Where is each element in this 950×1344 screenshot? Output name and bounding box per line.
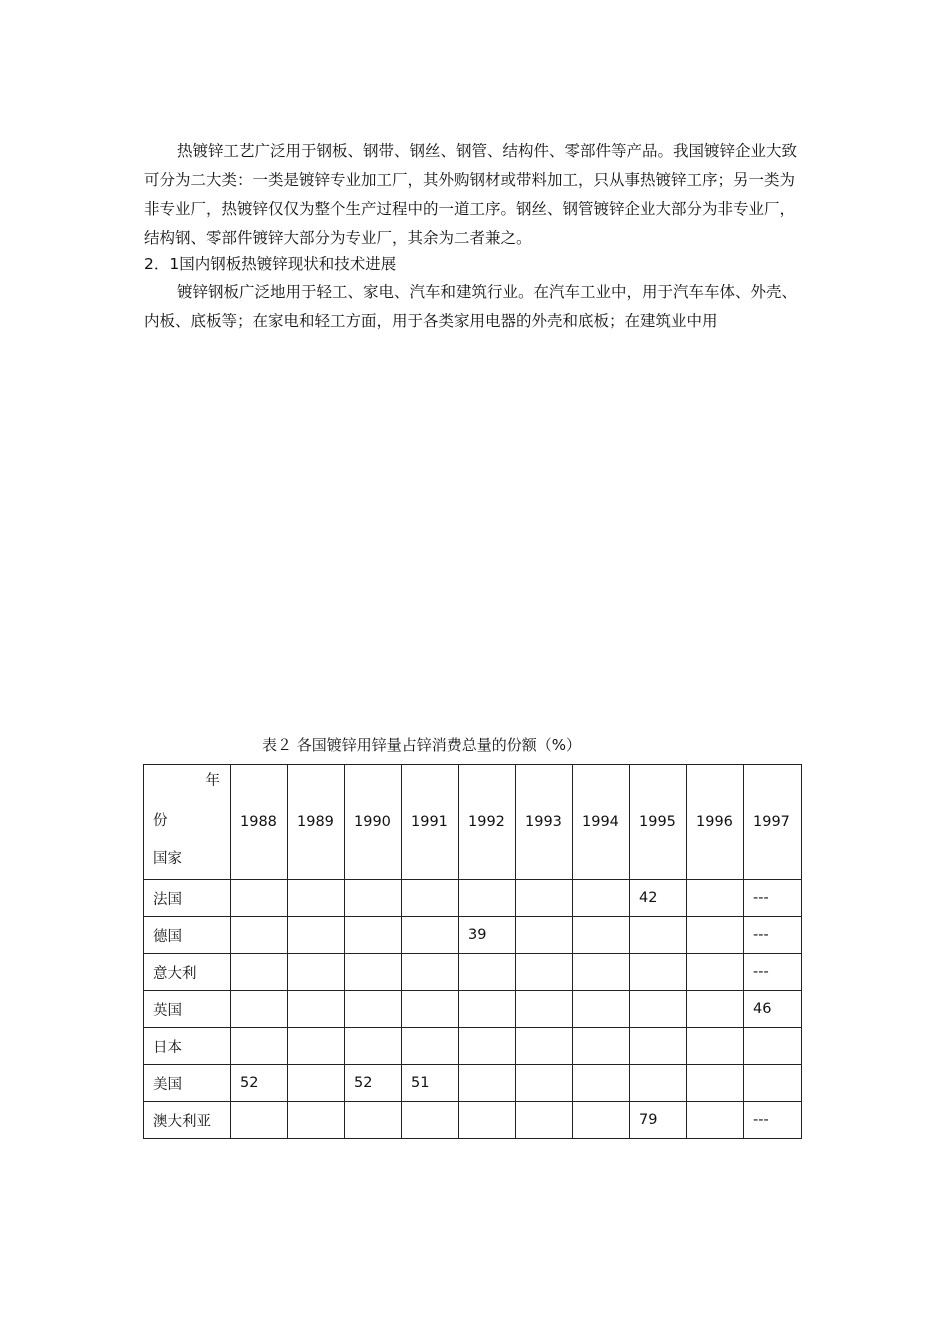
value-cell <box>630 1065 687 1102</box>
value-cell <box>288 954 345 991</box>
value-cell <box>573 1028 630 1065</box>
value-cell <box>573 917 630 954</box>
value-cell <box>345 1102 402 1139</box>
value-cell: 51 <box>402 1065 459 1102</box>
table-row-france <box>144 880 802 917</box>
value-cell <box>516 1102 573 1139</box>
value-cell <box>630 1028 687 1065</box>
value-cell <box>345 880 402 917</box>
value-cell <box>516 954 573 991</box>
value-cell <box>687 954 744 991</box>
value-cell <box>288 880 345 917</box>
year-header-1990: 1990 <box>345 765 402 880</box>
value-cell <box>516 880 573 917</box>
value-cell <box>402 1102 459 1139</box>
zinc-share-table <box>143 764 802 1139</box>
country-cell: 英国 <box>144 991 231 1028</box>
value-cell: 52 <box>231 1065 288 1102</box>
value-cell <box>630 917 687 954</box>
value-cell <box>516 1028 573 1065</box>
paragraph-steel-sheet-usage: 镀锌钢板广泛地用于轻工、家电、汽车和建筑行业。在汽车工业中，用于汽车车体、外壳、内板、底板等；在家电和轻工方面，用于各类家用电器的外壳和底板；在建筑业中用 <box>144 283 798 330</box>
value-cell <box>345 954 402 991</box>
paragraph-galvanizing-overview: 热镀锌工艺广泛用于钢板、钢带、钢丝、钢管、结构件、零部件等产品。我国镀锌企业大致可分为二大类：一类是镀锌专业加工厂，其外购钢材或带料加工，只从事热镀锌工序；另一类为非专业厂，热镀锌仅仅为整个生产过程中的一道工序。钢丝、钢管镀锌企业大部分为非专业厂，结构钢、零部件镀锌大部分为专业厂，其余为二者兼之。 <box>144 142 798 247</box>
value-cell <box>516 991 573 1028</box>
value-cell <box>288 1065 345 1102</box>
value-cell <box>459 1028 516 1065</box>
value-cell <box>687 1065 744 1102</box>
section-heading: 2．1国内钢板热镀锌现状和技术进展 <box>144 255 397 273</box>
value-cell <box>687 1028 744 1065</box>
value-cell <box>231 991 288 1028</box>
country-cell: 澳大利亚 <box>144 1102 231 1139</box>
value-cell <box>288 991 345 1028</box>
country-cell: 日本 <box>144 1028 231 1065</box>
country-cell: 德国 <box>144 917 231 954</box>
value-cell <box>573 954 630 991</box>
table-caption: 表２ 各国镀锌用锌量占锌消费总量的份额（%） <box>262 736 582 754</box>
value-cell <box>288 1028 345 1065</box>
value-cell <box>744 1028 802 1065</box>
corner-label-country: 国家 <box>153 851 182 867</box>
value-cell <box>345 1028 402 1065</box>
value-cell <box>687 1102 744 1139</box>
value-cell <box>459 991 516 1028</box>
value-cell: --- <box>744 1102 802 1139</box>
country-cell: 法国 <box>144 880 231 917</box>
value-cell <box>516 1065 573 1102</box>
value-cell <box>573 880 630 917</box>
year-header-1993: 1993 <box>516 765 573 880</box>
value-cell <box>345 991 402 1028</box>
value-cell: 79 <box>630 1102 687 1139</box>
value-cell <box>630 991 687 1028</box>
table-row-japan <box>144 1028 802 1065</box>
year-header-1995: 1995 <box>630 765 687 880</box>
corner-cell <box>144 765 231 880</box>
value-cell <box>288 1102 345 1139</box>
value-cell <box>231 954 288 991</box>
value-cell <box>687 880 744 917</box>
value-cell: --- <box>744 954 802 991</box>
country-cell: 意大利 <box>144 954 231 991</box>
value-cell: --- <box>744 880 802 917</box>
value-cell <box>402 880 459 917</box>
year-header-1991: 1991 <box>402 765 459 880</box>
value-cell <box>231 917 288 954</box>
value-cell <box>402 917 459 954</box>
value-cell <box>630 954 687 991</box>
value-cell: 52 <box>345 1065 402 1102</box>
table-row-uk <box>144 991 802 1028</box>
value-cell <box>402 954 459 991</box>
value-cell <box>231 1028 288 1065</box>
value-cell <box>231 1102 288 1139</box>
value-cell <box>573 1065 630 1102</box>
value-cell <box>687 991 744 1028</box>
value-cell <box>288 917 345 954</box>
value-cell <box>459 1065 516 1102</box>
value-cell <box>687 917 744 954</box>
year-header-1994: 1994 <box>573 765 630 880</box>
value-cell: 39 <box>459 917 516 954</box>
year-header-1997: 1997 <box>744 765 802 880</box>
value-cell <box>345 917 402 954</box>
table-header-row <box>144 765 802 880</box>
value-cell <box>516 917 573 954</box>
value-cell <box>231 880 288 917</box>
value-cell: 42 <box>630 880 687 917</box>
value-cell: --- <box>744 917 802 954</box>
value-cell <box>459 1102 516 1139</box>
country-cell: 美国 <box>144 1065 231 1102</box>
year-header-1989: 1989 <box>288 765 345 880</box>
year-header-1992: 1992 <box>459 765 516 880</box>
year-header-1996: 1996 <box>687 765 744 880</box>
value-cell <box>402 991 459 1028</box>
value-cell: 46 <box>744 991 802 1028</box>
value-cell <box>459 880 516 917</box>
value-cell <box>573 1102 630 1139</box>
corner-label-year-bottom: 份 <box>153 813 168 829</box>
value-cell <box>459 954 516 991</box>
table-row-italy <box>144 954 802 991</box>
table-row-germany <box>144 917 802 954</box>
value-cell <box>744 1065 802 1102</box>
table-row-usa <box>144 1065 802 1102</box>
corner-label-year-top: 年 <box>205 773 220 789</box>
year-header-1988: 1988 <box>231 765 288 880</box>
table-row-australia <box>144 1102 802 1139</box>
value-cell <box>402 1028 459 1065</box>
value-cell <box>573 991 630 1028</box>
